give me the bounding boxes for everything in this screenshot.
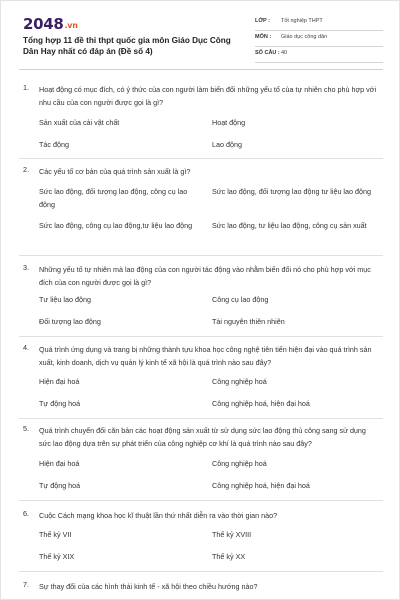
meta-row-subject: [255, 33, 383, 47]
question-text: Sự thay đổi của các hình thái kinh tế - xã hội theo chiều hướng nào?: [39, 582, 258, 591]
meta-row-count: [255, 49, 383, 63]
answer-option[interactable]: Tự động hoá: [39, 481, 81, 490]
answer-option[interactable]: Hoạt động: [212, 118, 246, 127]
question-text: Quá trình ứng dụng và trang bị những thành tựu khoa học công nghệ tiên tiến hiện đại vào quá trình sản xuất, kinh doanh, dịch vụ quản lý kinh tế xã hội là quá trình nào sau đây?: [39, 345, 372, 367]
answer-option[interactable]: Công nghiệp hoá, hiện đại hoá: [212, 481, 310, 490]
question-divider: [19, 571, 383, 572]
answer-option[interactable]: Thế kỷ XX: [212, 552, 246, 561]
meta-info: [255, 17, 383, 65]
meta-row-grade: [255, 17, 383, 31]
document-header: [23, 15, 383, 63]
meta-label: MÔN :: [255, 34, 272, 40]
answer-option[interactable]: Tự động hoá: [39, 399, 81, 408]
question-text: Hoạt động có mục đích, có ý thức của con người làm biến đổi những yếu tố của tự nhiên cho phù hợp với nhu cầu của con người được gọi là gì?: [39, 85, 377, 107]
question-number: 2.: [23, 165, 29, 174]
answer-option[interactable]: Công nghiệp hoá: [212, 459, 267, 468]
question-text: Các yếu tố cơ bản của quá trình sản xuất là gì?: [39, 167, 191, 176]
answer-option[interactable]: Sức lao động, đối tượng lao động, công cụ lao động: [39, 187, 188, 209]
logo-main: 2048: [23, 15, 64, 33]
question-number: 5.: [23, 424, 29, 433]
question-divider: [19, 158, 383, 159]
question-number: 7.: [23, 580, 29, 589]
question-number: 4.: [23, 343, 29, 352]
answer-option[interactable]: Tư liệu lao động: [39, 295, 91, 304]
answer-option[interactable]: Thế kỷ XVIII: [212, 530, 252, 539]
question-divider: [19, 418, 383, 419]
question-text: Cuộc Cách mạng khoa học kĩ thuật lần thứ nhất diễn ra vào thời gian nào?: [39, 511, 278, 520]
answer-option[interactable]: Đối tượng lao động: [39, 317, 101, 326]
answer-option[interactable]: Hiện đại hoá: [39, 377, 80, 386]
answer-option[interactable]: Công nghiệp hoá: [212, 377, 267, 386]
question-text: Quá trình chuyển đổi căn bản các hoạt động sản xuất từ sử dụng sức lao động thủ công sang sử dụng sức lao động dựa trên sự phát triển của công nghiệp cơ khí là quá trình nào sau đây?: [39, 426, 366, 448]
answer-option[interactable]: Tác động: [39, 140, 69, 149]
answer-option[interactable]: Sức lao động, đối tượng lao động tư liệu lao động: [212, 187, 372, 196]
answer-option[interactable]: Thế kỷ XIX: [39, 552, 75, 561]
logo-sub: .vn: [64, 21, 78, 30]
answer-option[interactable]: Công nghiệp hoá, hiện đại hoá: [212, 399, 310, 408]
question-number: 1.: [23, 83, 29, 92]
meta-value: 40: [281, 50, 288, 56]
site-logo[interactable]: [23, 15, 78, 33]
answer-option[interactable]: Hiện đại hoá: [39, 459, 80, 468]
question-divider: [19, 255, 383, 256]
question-number: 3.: [23, 263, 29, 272]
answer-option[interactable]: Sức lao động, công cụ lao động,tư liệu lao động: [39, 221, 193, 230]
question-number: 6.: [23, 509, 29, 518]
meta-label: LỚP :: [255, 18, 270, 24]
meta-value: Giáo dục công dân: [281, 34, 328, 40]
header-divider: [19, 69, 383, 70]
answer-option[interactable]: Sức lao động, tư liệu lao động, công cụ sản xuất: [212, 221, 367, 230]
document-title: Tổng hợp 11 đề thi thpt quốc gia môn Giáo Dục Công Dân Hay nhất có đáp án (Đề số 4): [23, 36, 231, 56]
meta-value: Tốt nghiệp THPT: [281, 18, 323, 24]
answer-option[interactable]: Thế kỷ VII: [39, 530, 72, 539]
answer-option[interactable]: Công cụ lao động: [212, 295, 269, 304]
question-text: Những yếu tố tự nhiên mà lao động của con người tác động vào nhằm biến đổi nó cho phù hợp với mục đích của con người được gọi là gì?: [39, 265, 371, 287]
question-divider: [19, 500, 383, 501]
question-divider: [19, 336, 383, 337]
answer-option[interactable]: Tài nguyên thiên nhiên: [212, 317, 285, 326]
answer-option[interactable]: Lao động: [212, 140, 242, 149]
answer-option[interactable]: Sản xuất của cải vật chất: [39, 118, 120, 127]
meta-label: SỐ CÂU :: [255, 50, 280, 56]
